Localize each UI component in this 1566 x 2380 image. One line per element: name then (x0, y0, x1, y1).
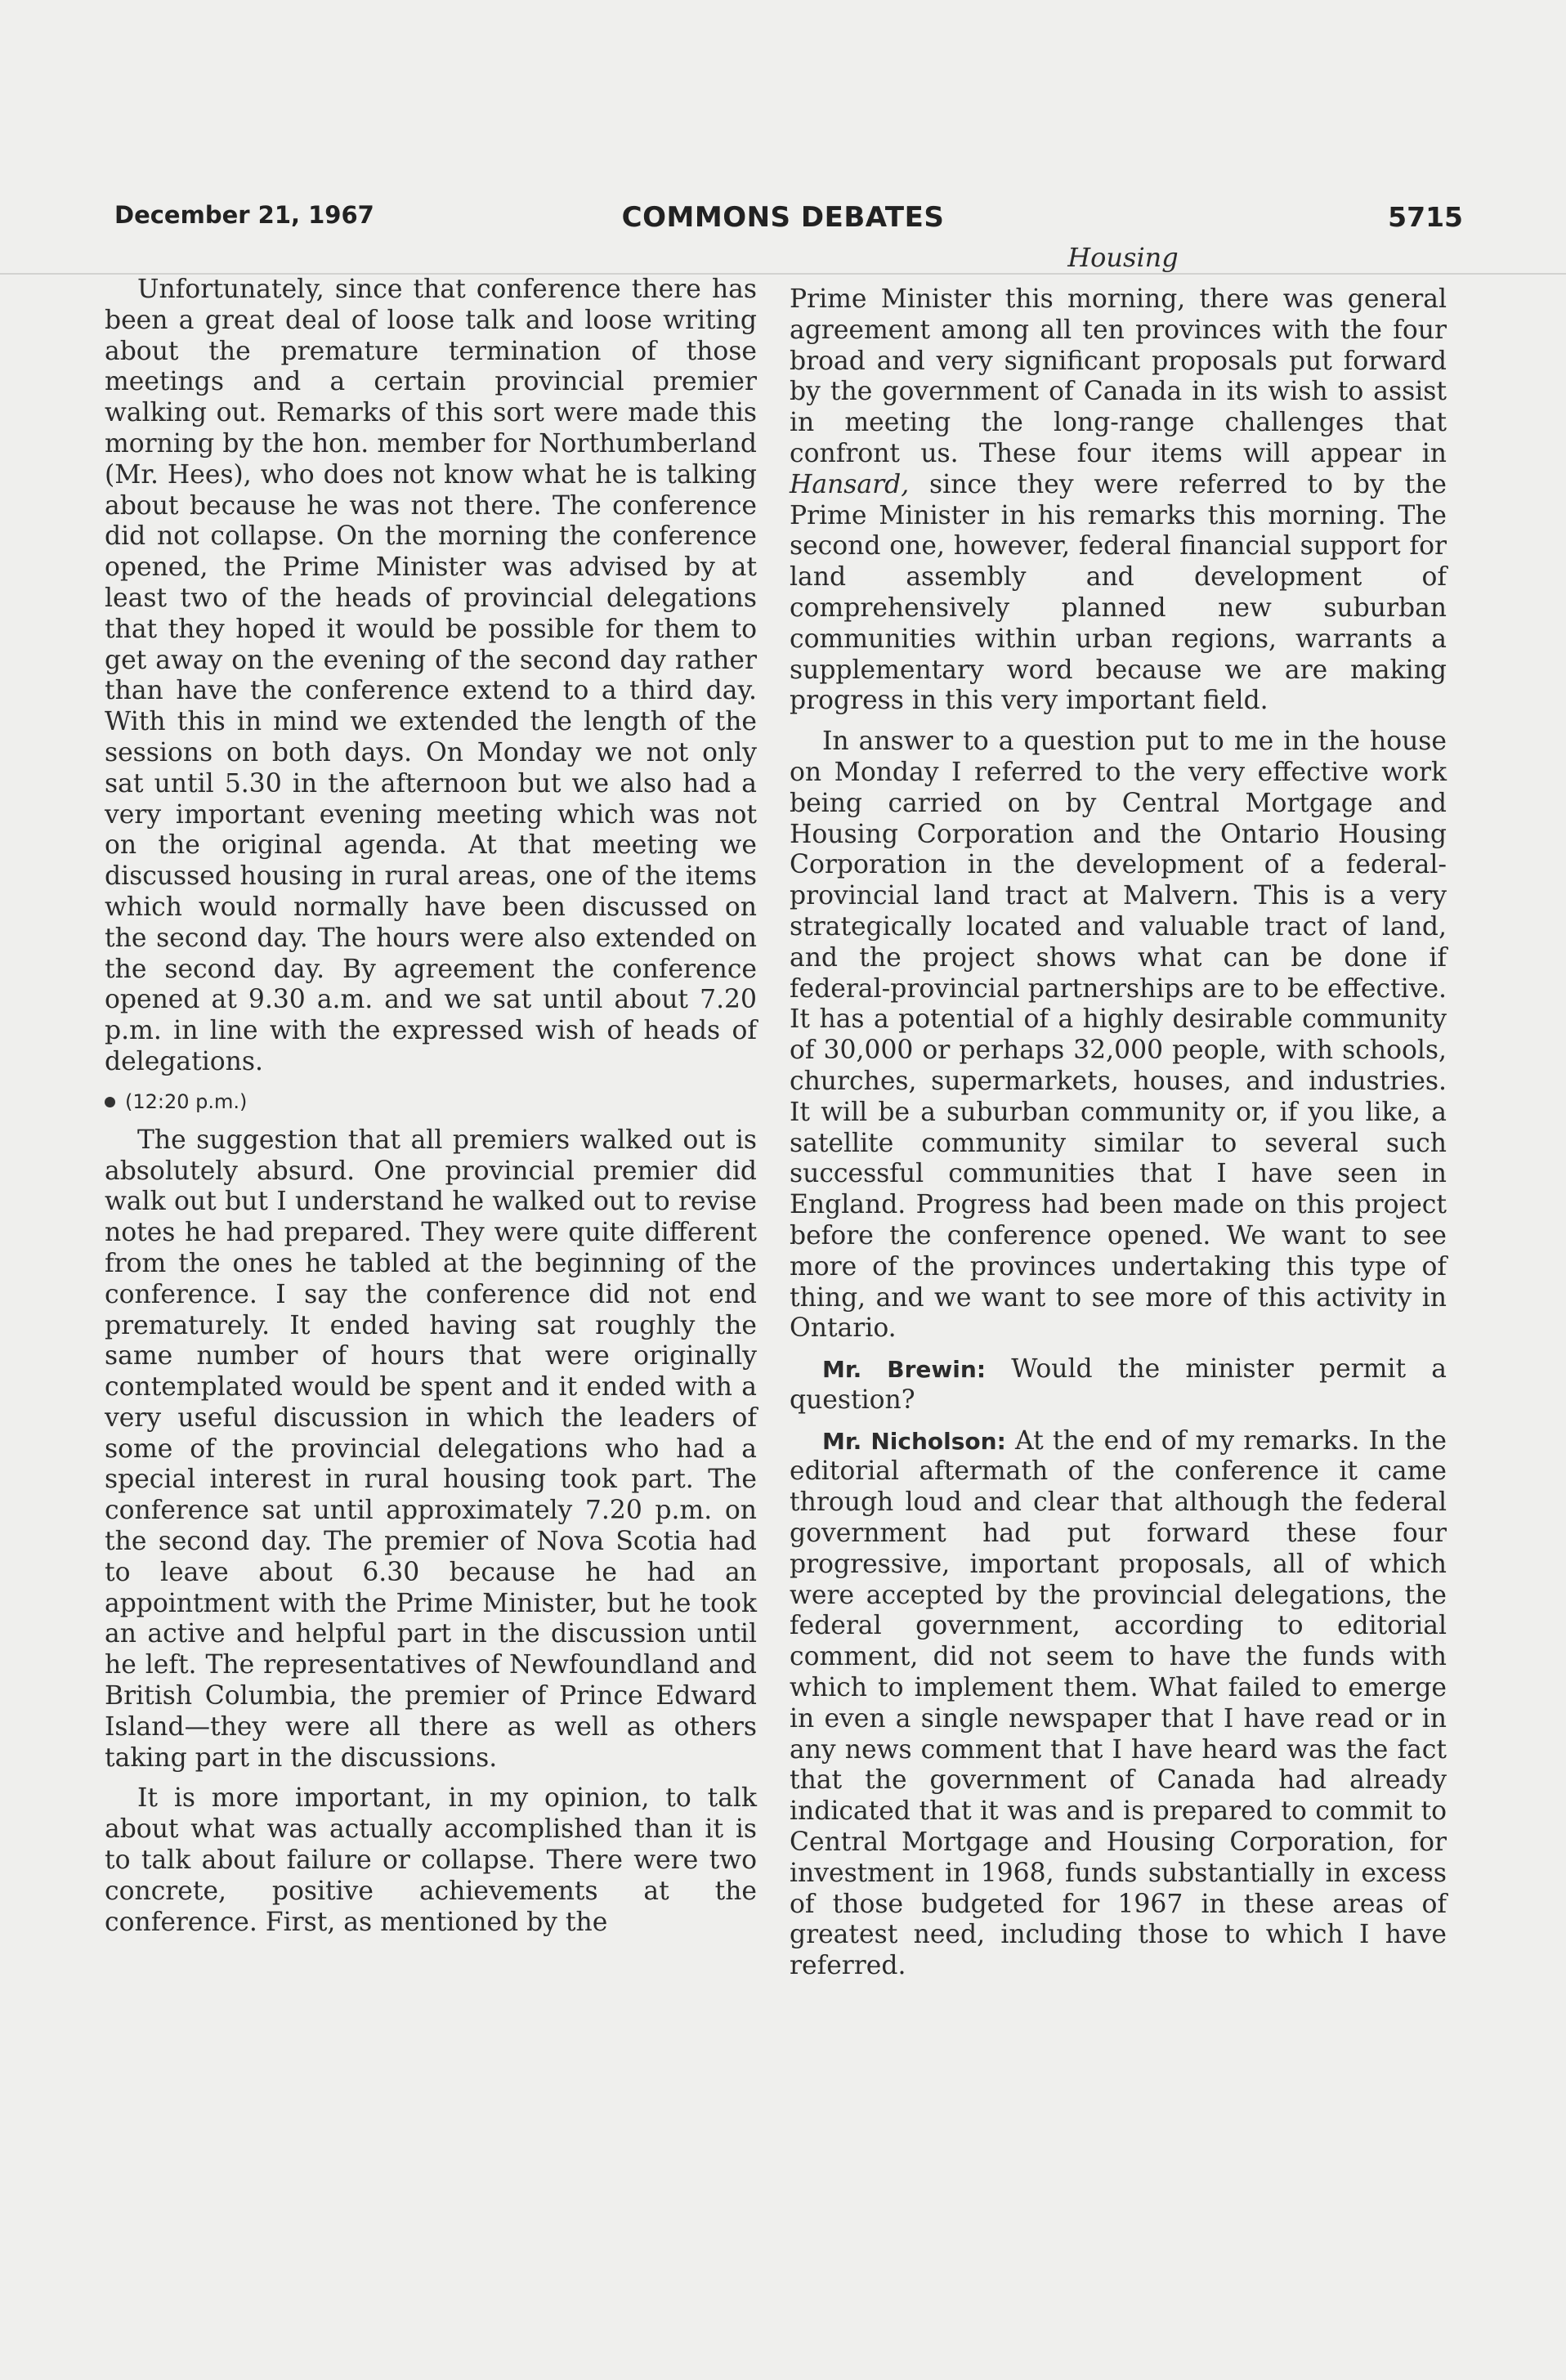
time-marker (105, 1088, 757, 1116)
left-column (105, 275, 757, 1948)
speaker-name-nicholson: Mr. Nicholson: (822, 1427, 1006, 1455)
time-marker-text: (12:20 p.m.) (125, 1089, 248, 1113)
left-paragraph-3: It is more important, in my opinion, to talk about what was actually accomplished than it is to talk about failure or collapse. There were two concrete, positive achievements at the conference. First, as mentioned by the (105, 1783, 757, 1937)
speaker-name-brewin: Mr. Brewin: (822, 1356, 987, 1384)
speaker-nicholson-paragraph (790, 1426, 1447, 1982)
speaker-brewin-text: Would the minister permit a question? (790, 1354, 1447, 1415)
right-column (790, 284, 1447, 1992)
left-paragraph-2: The suggestion that all premiers walked out is absolutely absurd. One provincial premier did walk out but I understand he walked out to revise notes he had prepared. They were quite different from the ones he tabled at the beginning of the conference. I say the conference did not end prematurely. It ended having sat roughly the same number of hours that were originally contemplated would be spent and it ended with a very useful discussion in which the leaders of some of the provincial delegations who had a special interest in rural housing took part. The conference sat until approximately 7.20 p.m. on the second day. The premier of Nova Scotia had to leave about 6.30 because he had an appointment with the Prime Minister, but he took an active and helpful part in the discussion until he left. The representatives of Newfoundland and British Columbia, the premier of Prince Edward Island—they were all there as well as others taking part in the discussions. (105, 1125, 757, 1773)
header-title: COMMONS DEBATES (621, 201, 945, 234)
page-number: 5715 (1388, 201, 1463, 233)
left-paragraph-1: Unfortunately, since that conference there has been a great deal of loose talk and loose writing about the premature termination of those meetings and a certain provincial premier walking out. Remarks of this sort were made this morning by the hon. member for Northumberland (Mr. Hees), who does not know what he is talking about because he was not there. The conference did not collapse. On the morning the conference opened, the Prime Minister was advised by at least two of the heads of provincial delegations that they hoped it would be possible for them to get away on the evening of the second day rather than have the conference extend to a third day. With this in mind we extended the length of the sessions on both days. On Monday we not only sat until 5.30 in the afternoon but we also had a very important evening meeting which was not on the original agenda. At that meeting we discussed housing in rural areas, one of the items which would normally have been discussed on the second day. The hours were also extended on the second day. By agreement the conference opened at 9.30 a.m. and we sat until about 7.20 p.m. in line with the expressed wish of heads of delegations. (105, 275, 757, 1076)
right-paragraph-2: In answer to a question put to me in the house on Monday I referred to the very effective work being carried on by Central Mortgage and Housing Corporation and the Ontario Housing Corporation in the development of a federal-provincial land tract at Malvern. This is a very strategically located and valuable tract of land, and the project shows what can be done if federal-provincial partnerships are to be effective. It has a potential of a highly desirable community of 30,000 or perhaps 32,000 people, with schools, churches, supermarkets, houses, and industries. It will be a suburban community or, if you like, a satellite community similar to several such successful communities that I have seen in England. Progress had been made on this project before the conference opened. We want to see more of the provinces undertaking this type of thing, and we want to see more of this activity in Ontario. (790, 727, 1447, 1344)
speaker-nicholson-text: At the end of my remarks. In the editorial aftermath of the conference it came through loud and clear that although the federal government had put forward these four progressive, important proposals, all of which were accepted by the provincial delegations, the federal government, according to editorial comment, did not seem to have the funds with which to implement them. What failed to emerge in even a single newspaper that I have read or in any news comment that I have heard was the fact that the government of Canada had already indicated that it was and is prepared to commit to Central Mortgage and Housing Corporation, for investment in 1968, funds substantially in excess of those budgeted for 1967 in these areas of greatest need, including those to which I have referred. (790, 1425, 1447, 1981)
bullet-dot-icon (105, 1097, 115, 1107)
subject-heading: Housing (1067, 242, 1179, 273)
right-paragraph-1-end: since they were referred to by the Prime Minister in his remarks this morning. The second one, however, federal financial support for land assembly and development of comprehensively planned new suburban communities within urban regions, warrants a supplementary word because we are making progress in this very important field. (790, 469, 1447, 716)
header-date: December 21, 1967 (114, 201, 374, 229)
right-paragraph-1 (790, 284, 1447, 717)
hansard-italic: Hansard, (790, 469, 910, 499)
right-paragraph-1-start: Prime Minister this morning, there was general agreement among all ten provinces with the four broad and very significant proposals put forward by the government of Canada in its wish to assist in meeting the long-range challenges that confront us. These four items will appear in (790, 284, 1447, 468)
speaker-brewin-paragraph (790, 1354, 1447, 1416)
page-header (111, 201, 1463, 242)
